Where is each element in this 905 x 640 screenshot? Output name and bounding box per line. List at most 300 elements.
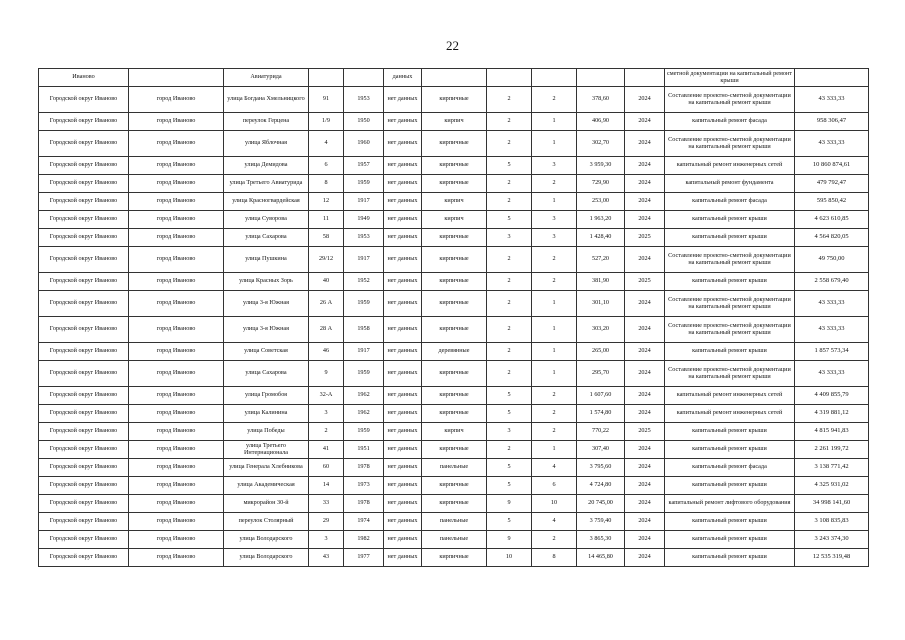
cell-work-type: капитальный ремонт крыши (665, 549, 795, 567)
cell-wall-material: кирпич (422, 193, 487, 211)
cell-municipality: Городской округ Иваново (39, 211, 129, 229)
cell-house-number: 3 (309, 531, 344, 549)
cell-year-last-repair: нет данных (384, 317, 422, 343)
cell-entrances: 1 (532, 193, 577, 211)
cell-entrances: 2 (532, 247, 577, 273)
cell-cost: 34 998 141,60 (795, 495, 869, 513)
cell-street: улица Суворова (224, 211, 309, 229)
cell-year-built: 1978 (344, 459, 384, 477)
cell-cost: 49 750,00 (795, 247, 869, 273)
cell-wall-material: кирпичные (422, 549, 487, 567)
cell-municipality: Городской округ Иваново (39, 175, 129, 193)
cell-house-number: 14 (309, 477, 344, 495)
cell-year-last-repair: нет данных (384, 87, 422, 113)
cell-cost: 3 138 771,42 (795, 459, 869, 477)
cell-municipality: Городской округ Иваново (39, 459, 129, 477)
cell-floors: 2 (487, 131, 532, 157)
cell-plan-year: 2024 (625, 317, 665, 343)
cell-floors: 2 (487, 441, 532, 459)
cell-area: 307,40 (577, 441, 625, 459)
cell-street: улица Калинина (224, 405, 309, 423)
cell-floors: 5 (487, 211, 532, 229)
cell-cost: 4 409 855,79 (795, 387, 869, 405)
cell-year-built: 1957 (344, 157, 384, 175)
cell-municipality: Иваново (39, 69, 129, 87)
cell-municipality: Городской округ Иваново (39, 513, 129, 531)
cell-cost: 43 333,33 (795, 317, 869, 343)
cell-municipality: Городской округ Иваново (39, 423, 129, 441)
cell-cost: 43 333,33 (795, 131, 869, 157)
cell-floors: 2 (487, 361, 532, 387)
cell-work-type: Составление проектно-сметной документации на капитальный ремонт крыши (665, 247, 795, 273)
cell-street: микрорайон 30-й (224, 495, 309, 513)
cell-street: улица Яблочная (224, 131, 309, 157)
cell-entrances: 8 (532, 549, 577, 567)
cell-street: улица Третьего Интернационала (224, 441, 309, 459)
cell-plan-year: 2024 (625, 113, 665, 131)
cell-area: 14 465,80 (577, 549, 625, 567)
cell-year-last-repair: нет данных (384, 131, 422, 157)
cell-plan-year: 2024 (625, 157, 665, 175)
table-row (39, 291, 869, 317)
cell-area: 406,90 (577, 113, 625, 131)
cell-street: улица Пушкина (224, 247, 309, 273)
cell-entrances: 3 (532, 157, 577, 175)
cell-area: 302,70 (577, 131, 625, 157)
cell-street: улица Богдана Хмельницкого (224, 87, 309, 113)
cell-entrances: 2 (532, 273, 577, 291)
cell-house-number: 40 (309, 273, 344, 291)
cell-entrances: 2 (532, 423, 577, 441)
cell-floors: 9 (487, 495, 532, 513)
cell-cost: 43 333,33 (795, 87, 869, 113)
cell-work-type: капитальный ремонт крыши (665, 211, 795, 229)
cell-settlement: город Иваново (129, 113, 224, 131)
cell-work-type: капитальный ремонт фасада (665, 113, 795, 131)
cell-house-number: 60 (309, 459, 344, 477)
cell-year-built: 1951 (344, 441, 384, 459)
cell-floors: 5 (487, 157, 532, 175)
cell-wall-material: кирпич (422, 211, 487, 229)
table-row (39, 441, 869, 459)
cell-house-number: 28 А (309, 317, 344, 343)
cell-settlement: город Иваново (129, 495, 224, 513)
cell-year-last-repair: нет данных (384, 291, 422, 317)
cell-year-built: 1950 (344, 113, 384, 131)
cell-work-type: капитальный ремонт крыши (665, 477, 795, 495)
cell-year-last-repair: нет данных (384, 513, 422, 531)
cell-cost: 4 319 881,12 (795, 405, 869, 423)
cell-year-last-repair: нет данных (384, 343, 422, 361)
cell-year-last-repair: нет данных (384, 387, 422, 405)
table-row (39, 193, 869, 211)
cell-year-built: 1982 (344, 531, 384, 549)
cell-plan-year: 2025 (625, 229, 665, 247)
cell-municipality: Городской округ Иваново (39, 87, 129, 113)
cell-municipality: Городской округ Иваново (39, 387, 129, 405)
table-row (39, 317, 869, 343)
cell-settlement: город Иваново (129, 247, 224, 273)
cell-plan-year: 2024 (625, 131, 665, 157)
cell-floors: 2 (487, 273, 532, 291)
cell-municipality: Городской округ Иваново (39, 495, 129, 513)
cell-area: 729,90 (577, 175, 625, 193)
cell-settlement: город Иваново (129, 157, 224, 175)
cell-municipality: Городской округ Иваново (39, 477, 129, 495)
cell-year-built: 1953 (344, 229, 384, 247)
cell-cost: 3 108 835,83 (795, 513, 869, 531)
cell-street: улица 3-я Южная (224, 317, 309, 343)
cell-street: улица Володарского (224, 531, 309, 549)
cell-floors: 2 (487, 113, 532, 131)
cell-municipality: Городской округ Иваново (39, 549, 129, 567)
cell-work-type: капитальный ремонт инженерных сетей (665, 405, 795, 423)
cell-work-type: капитальный ремонт фасада (665, 193, 795, 211)
cell-floors: 10 (487, 549, 532, 567)
cell-area: 378,60 (577, 87, 625, 113)
cell-municipality: Городской округ Иваново (39, 157, 129, 175)
cell-work-type: капитальный ремонт крыши (665, 513, 795, 531)
cell-entrances: 1 (532, 131, 577, 157)
cell-settlement: город Иваново (129, 477, 224, 495)
cell-street: улица Академическая (224, 477, 309, 495)
cell-year-last-repair: нет данных (384, 441, 422, 459)
cell-year-built: 1953 (344, 87, 384, 113)
cell-entrances: 1 (532, 317, 577, 343)
cell-settlement: город Иваново (129, 423, 224, 441)
cell-work-type: Составление проектно-сметной документации на капитальный ремонт крыши (665, 131, 795, 157)
cell-area: 301,10 (577, 291, 625, 317)
cell-area: 265,00 (577, 343, 625, 361)
cell-work-type: капитальный ремонт инженерных сетей (665, 387, 795, 405)
cell-floors: 5 (487, 477, 532, 495)
table-row (39, 157, 869, 175)
cell-year-built: 1974 (344, 513, 384, 531)
cell-area: 1 428,40 (577, 229, 625, 247)
cell-municipality: Городской округ Иваново (39, 317, 129, 343)
cell-street: улица Демидова (224, 157, 309, 175)
cell-year-last-repair: нет данных (384, 361, 422, 387)
cell-settlement (129, 69, 224, 87)
cell-wall-material: кирпичные (422, 361, 487, 387)
table-row (39, 175, 869, 193)
cell-street: улица Третьего Авиатурида (224, 175, 309, 193)
cell-work-type: капитальный ремонт фасада (665, 459, 795, 477)
cell-house-number: 43 (309, 549, 344, 567)
cell-year-last-repair: нет данных (384, 175, 422, 193)
cell-settlement: город Иваново (129, 273, 224, 291)
cell-work-type: Составление проектно-сметной документации на капитальный ремонт крыши (665, 291, 795, 317)
cell-plan-year: 2024 (625, 291, 665, 317)
cell-house-number: 29 (309, 513, 344, 531)
cell-settlement: город Иваново (129, 387, 224, 405)
cell-entrances: 3 (532, 229, 577, 247)
cell-settlement: город Иваново (129, 459, 224, 477)
cell-cost: 2 558 679,40 (795, 273, 869, 291)
cell-floors: 2 (487, 343, 532, 361)
table-row (39, 361, 869, 387)
cell-year-built: 1978 (344, 495, 384, 513)
cell-settlement: город Иваново (129, 343, 224, 361)
cell-area: 3 795,60 (577, 459, 625, 477)
cell-area: 1 607,60 (577, 387, 625, 405)
cell-area (577, 69, 625, 87)
table-row (39, 131, 869, 157)
cell-plan-year: 2025 (625, 273, 665, 291)
cell-area: 527,20 (577, 247, 625, 273)
cell-municipality: Городской округ Иваново (39, 131, 129, 157)
cell-year-built: 1960 (344, 131, 384, 157)
cell-entrances: 4 (532, 513, 577, 531)
cell-area: 4 724,80 (577, 477, 625, 495)
cell-entrances: 4 (532, 459, 577, 477)
cell-plan-year: 2024 (625, 211, 665, 229)
cell-house-number: 9 (309, 361, 344, 387)
cell-work-type: капитальный ремонт крыши (665, 531, 795, 549)
cell-year-built: 1959 (344, 361, 384, 387)
table-row (39, 113, 869, 131)
cell-work-type: капитальный ремонт крыши (665, 441, 795, 459)
cell-area: 253,00 (577, 193, 625, 211)
repair-registry-table (38, 68, 869, 567)
cell-floors: 5 (487, 405, 532, 423)
cell-wall-material: панельные (422, 459, 487, 477)
cell-settlement: город Иваново (129, 193, 224, 211)
cell-street: улица Красногвардейская (224, 193, 309, 211)
cell-municipality: Городской округ Иваново (39, 441, 129, 459)
cell-street: улица Володарского (224, 549, 309, 567)
cell-plan-year: 2024 (625, 87, 665, 113)
cell-house-number: 8 (309, 175, 344, 193)
cell-year-last-repair: нет данных (384, 477, 422, 495)
cell-house-number: 46 (309, 343, 344, 361)
cell-entrances: 2 (532, 387, 577, 405)
cell-plan-year: 2024 (625, 459, 665, 477)
cell-street: улица Красных Зорь (224, 273, 309, 291)
table-row (39, 459, 869, 477)
cell-settlement: город Иваново (129, 513, 224, 531)
cell-floors: 2 (487, 317, 532, 343)
cell-plan-year: 2025 (625, 423, 665, 441)
cell-street: улица Советская (224, 343, 309, 361)
cell-municipality: Городской округ Иваново (39, 247, 129, 273)
cell-wall-material: кирпичные (422, 477, 487, 495)
cell-cost: 43 333,33 (795, 291, 869, 317)
cell-wall-material: панельные (422, 531, 487, 549)
cell-area: 381,90 (577, 273, 625, 291)
table-row (39, 247, 869, 273)
cell-entrances: 2 (532, 531, 577, 549)
cell-year-built: 1917 (344, 193, 384, 211)
table-body (39, 69, 869, 567)
cell-area: 3 959,30 (577, 157, 625, 175)
table-row (39, 343, 869, 361)
cell-floors: 5 (487, 459, 532, 477)
cell-municipality: Городской округ Иваново (39, 193, 129, 211)
cell-work-type: капитальный ремонт фундамента (665, 175, 795, 193)
cell-year-last-repair: нет данных (384, 247, 422, 273)
cell-year-built: 1962 (344, 405, 384, 423)
cell-wall-material: кирпичные (422, 495, 487, 513)
cell-settlement: город Иваново (129, 405, 224, 423)
table-row (39, 405, 869, 423)
cell-year-last-repair: нет данных (384, 405, 422, 423)
cell-year-built: 1952 (344, 273, 384, 291)
cell-cost: 479 792,47 (795, 175, 869, 193)
cell-work-type: капитальный ремонт крыши (665, 273, 795, 291)
table-row (39, 477, 869, 495)
cell-house-number: 26 А (309, 291, 344, 317)
cell-settlement: город Иваново (129, 291, 224, 317)
cell-wall-material: кирпичные (422, 291, 487, 317)
table-row (39, 513, 869, 531)
cell-settlement: город Иваново (129, 211, 224, 229)
cell-entrances (532, 69, 577, 87)
cell-cost: 12 535 319,48 (795, 549, 869, 567)
cell-work-type: капитальный ремонт крыши (665, 229, 795, 247)
cell-plan-year: 2024 (625, 549, 665, 567)
cell-entrances: 1 (532, 113, 577, 131)
cell-plan-year: 2024 (625, 247, 665, 273)
cell-wall-material: кирпичные (422, 157, 487, 175)
cell-floors: 3 (487, 423, 532, 441)
cell-street: Авиатурида (224, 69, 309, 87)
cell-street: улица Громобоя (224, 387, 309, 405)
cell-plan-year: 2024 (625, 477, 665, 495)
table-row (39, 495, 869, 513)
cell-municipality: Городской округ Иваново (39, 113, 129, 131)
cell-cost: 3 243 374,30 (795, 531, 869, 549)
cell-wall-material: кирпич (422, 113, 487, 131)
cell-plan-year: 2024 (625, 441, 665, 459)
cell-wall-material: кирпичные (422, 247, 487, 273)
cell-entrances: 10 (532, 495, 577, 513)
cell-floors: 9 (487, 531, 532, 549)
cell-entrances: 3 (532, 211, 577, 229)
cell-year-built: 1962 (344, 387, 384, 405)
cell-floors: 2 (487, 193, 532, 211)
cell-plan-year: 2024 (625, 531, 665, 549)
cell-year-last-repair: нет данных (384, 495, 422, 513)
cell-wall-material: кирпичные (422, 405, 487, 423)
cell-settlement: город Иваново (129, 131, 224, 157)
cell-wall-material: кирпичные (422, 273, 487, 291)
cell-house-number (309, 69, 344, 87)
page-number: 22 (446, 38, 459, 53)
cell-house-number: 2 (309, 423, 344, 441)
cell-year-last-repair: нет данных (384, 273, 422, 291)
cell-year-built: 1959 (344, 175, 384, 193)
cell-municipality: Городской округ Иваново (39, 361, 129, 387)
cell-wall-material: панельные (422, 513, 487, 531)
cell-wall-material: кирпичные (422, 175, 487, 193)
cell-plan-year: 2024 (625, 193, 665, 211)
cell-year-last-repair: данных (384, 69, 422, 87)
cell-wall-material: кирпич (422, 423, 487, 441)
cell-floors: 5 (487, 387, 532, 405)
cell-year-built (344, 69, 384, 87)
cell-area: 20 745,00 (577, 495, 625, 513)
cell-work-type: капитальный ремонт крыши (665, 423, 795, 441)
table-row (39, 531, 869, 549)
cell-plan-year: 2024 (625, 361, 665, 387)
cell-area: 3 865,30 (577, 531, 625, 549)
cell-plan-year: 2024 (625, 495, 665, 513)
cell-house-number: 4 (309, 131, 344, 157)
cell-wall-material: кирпичные (422, 441, 487, 459)
cell-year-last-repair: нет данных (384, 193, 422, 211)
cell-cost: 4 325 931,02 (795, 477, 869, 495)
cell-plan-year: 2024 (625, 175, 665, 193)
cell-house-number: 41 (309, 441, 344, 459)
cell-cost: 4 815 941,83 (795, 423, 869, 441)
cell-municipality: Городской округ Иваново (39, 343, 129, 361)
table-row (39, 87, 869, 113)
cell-wall-material: кирпичные (422, 229, 487, 247)
cell-plan-year: 2024 (625, 405, 665, 423)
cell-cost: 4 564 820,05 (795, 229, 869, 247)
cell-entrances: 6 (532, 477, 577, 495)
cell-year-built: 1977 (344, 549, 384, 567)
cell-year-last-repair: нет данных (384, 459, 422, 477)
cell-entrances: 1 (532, 291, 577, 317)
cell-house-number: 58 (309, 229, 344, 247)
cell-house-number: 29/12 (309, 247, 344, 273)
cell-area: 295,70 (577, 361, 625, 387)
cell-year-last-repair: нет данных (384, 229, 422, 247)
cell-settlement: город Иваново (129, 229, 224, 247)
cell-settlement: город Иваново (129, 175, 224, 193)
cell-settlement: город Иваново (129, 317, 224, 343)
cell-work-type: капитальный ремонт крыши (665, 343, 795, 361)
cell-street: переулок Герцена (224, 113, 309, 131)
cell-street: улица Сахарова (224, 361, 309, 387)
cell-house-number: 6 (309, 157, 344, 175)
cell-cost: 958 306,47 (795, 113, 869, 131)
cell-year-built: 1959 (344, 423, 384, 441)
table-row (39, 229, 869, 247)
cell-settlement: город Иваново (129, 361, 224, 387)
cell-year-last-repair: нет данных (384, 549, 422, 567)
cell-plan-year: 2024 (625, 387, 665, 405)
table-row (39, 69, 869, 87)
cell-year-last-repair: нет данных (384, 423, 422, 441)
cell-wall-material: деревянные (422, 343, 487, 361)
cell-street: переулок Столярный (224, 513, 309, 531)
cell-area: 1 963,20 (577, 211, 625, 229)
cell-work-type: Составление проектно-сметной документации на капитальный ремонт крыши (665, 361, 795, 387)
cell-year-built: 1949 (344, 211, 384, 229)
cell-entrances: 1 (532, 343, 577, 361)
cell-cost: 2 261 199,72 (795, 441, 869, 459)
cell-cost (795, 69, 869, 87)
cell-cost: 10 860 874,61 (795, 157, 869, 175)
cell-area: 770,22 (577, 423, 625, 441)
table-row (39, 211, 869, 229)
cell-entrances: 1 (532, 441, 577, 459)
cell-plan-year: 2024 (625, 513, 665, 531)
cell-area: 1 574,80 (577, 405, 625, 423)
cell-settlement: город Иваново (129, 441, 224, 459)
cell-cost: 595 850,42 (795, 193, 869, 211)
cell-house-number: 12 (309, 193, 344, 211)
cell-floors: 2 (487, 175, 532, 193)
cell-municipality: Городской округ Иваново (39, 229, 129, 247)
cell-entrances: 2 (532, 175, 577, 193)
table-row (39, 387, 869, 405)
cell-floors: 2 (487, 87, 532, 113)
cell-floors: 2 (487, 291, 532, 317)
